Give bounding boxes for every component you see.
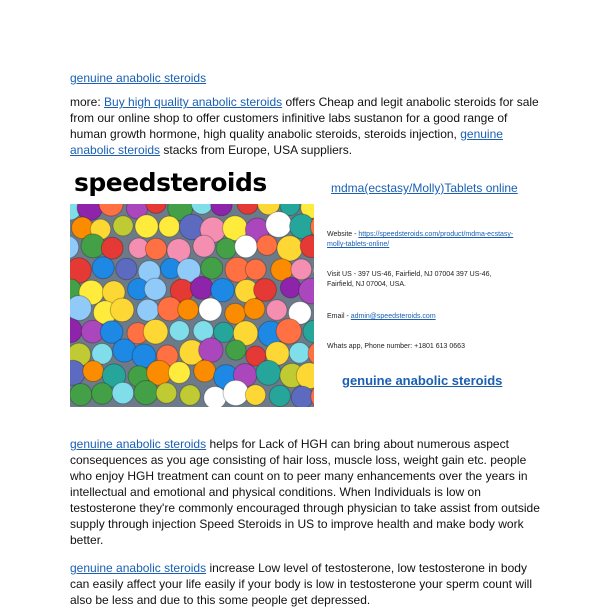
pill (159, 216, 180, 237)
pill (134, 381, 158, 405)
pill (143, 319, 168, 344)
email-link[interactable]: admin@speedsteroids.com (350, 313, 436, 320)
genuine-steroids-link-2[interactable]: genuine anabolic steroids (70, 437, 207, 451)
pill (156, 383, 177, 404)
pill (254, 279, 277, 302)
pill (199, 298, 222, 321)
pill (276, 319, 301, 344)
pill (169, 321, 189, 341)
address-info: Visit US - 397 US-46, Fairfield, NJ 07004 397 US-46, Fairfield, NJ 07004, USA. (327, 271, 492, 288)
pill (291, 259, 312, 280)
pill (178, 299, 199, 320)
pill (201, 257, 223, 279)
pill (269, 385, 290, 406)
pill (92, 257, 114, 279)
buy-steroids-link[interactable]: Buy high quality anabolic steroids (104, 95, 283, 109)
phone-info: Whats app, Phone number: +1801 613 0663 (327, 343, 465, 350)
pill (223, 380, 248, 405)
email-label: Email - (327, 313, 351, 320)
pill (193, 235, 215, 257)
pills-image (70, 164, 314, 407)
pill (289, 343, 310, 364)
website-info (327, 230, 517, 250)
brand-logo-text: speedsteroids (74, 168, 267, 197)
pill (216, 238, 237, 259)
pill (244, 299, 265, 320)
website-label: Website - (327, 231, 359, 238)
pill (70, 384, 92, 406)
pill (190, 277, 213, 300)
intro-text-2: stacks from Europe, USA suppliers. (160, 143, 353, 157)
pill (204, 387, 226, 408)
pill (116, 258, 137, 279)
pill (83, 361, 104, 382)
pill (168, 362, 190, 384)
pill (180, 385, 200, 405)
pill (199, 338, 223, 362)
pill (257, 235, 277, 255)
pill (245, 385, 265, 405)
pill (245, 259, 266, 280)
testosterone-text: increase Low level of testosterone, low testosterone in body can easily affect your life easily if your body is low in testosterone your sperm count will also be less and due to this some people get depressed. (70, 561, 532, 607)
pill (266, 300, 287, 321)
pill (256, 360, 281, 385)
genuine-steroids-image-link[interactable]: genuine anabolic steroids (342, 373, 503, 388)
paragraph-intro (70, 94, 540, 158)
website-url-link[interactable]: https://speedsteroids.com/product/mdma-ecstasy-molly-tablets-online/ (327, 231, 514, 248)
pill (144, 278, 166, 300)
pill (110, 298, 134, 322)
pill (92, 383, 113, 404)
intro-text-1: offers Cheap and legit anabolic steroids for sale from our online shop to offer customers infinitive labs sustanon for a good range of human growth hormone, high quality anabolic steroids, steroids injection, (70, 95, 539, 141)
pill (280, 277, 301, 298)
genuine-steroids-link-inline[interactable]: genuine anabolic steroids (70, 127, 503, 157)
top-link[interactable]: genuine anabolic steroids (70, 71, 207, 85)
genuine-steroids-link-3[interactable]: genuine anabolic steroids (70, 561, 207, 575)
product-title-link[interactable]: mdma(ecstasy/Molly)Tablets online (331, 181, 518, 195)
pill (291, 386, 313, 407)
pill (112, 382, 134, 404)
paragraph-hgh (70, 436, 540, 548)
pill (235, 235, 257, 257)
pill (266, 212, 292, 238)
pill (70, 296, 92, 321)
intro-prefix: more: (70, 95, 105, 109)
pill (145, 238, 166, 259)
pill (194, 360, 216, 382)
pill (135, 215, 158, 238)
pill (101, 237, 123, 259)
email-info (327, 312, 517, 322)
pill (277, 236, 302, 261)
paragraph-testosterone (70, 560, 540, 608)
pill (226, 340, 246, 360)
pill (137, 299, 159, 321)
hgh-text: helps for Lack of HGH can bring about numerous aspect consequences as you age consisting of hair loss, muscle loss, weight gain etc. people who enjoy HGH treatment can count on to peer many enhancements over the years in intellectual and emotional and physical conditions. When Individuals is low on testosterone they're commonly encouraged through physician to take assist from outside supply through injection Speed Steroids in US to improve health and make body work better. (70, 437, 540, 547)
pill (113, 216, 133, 236)
